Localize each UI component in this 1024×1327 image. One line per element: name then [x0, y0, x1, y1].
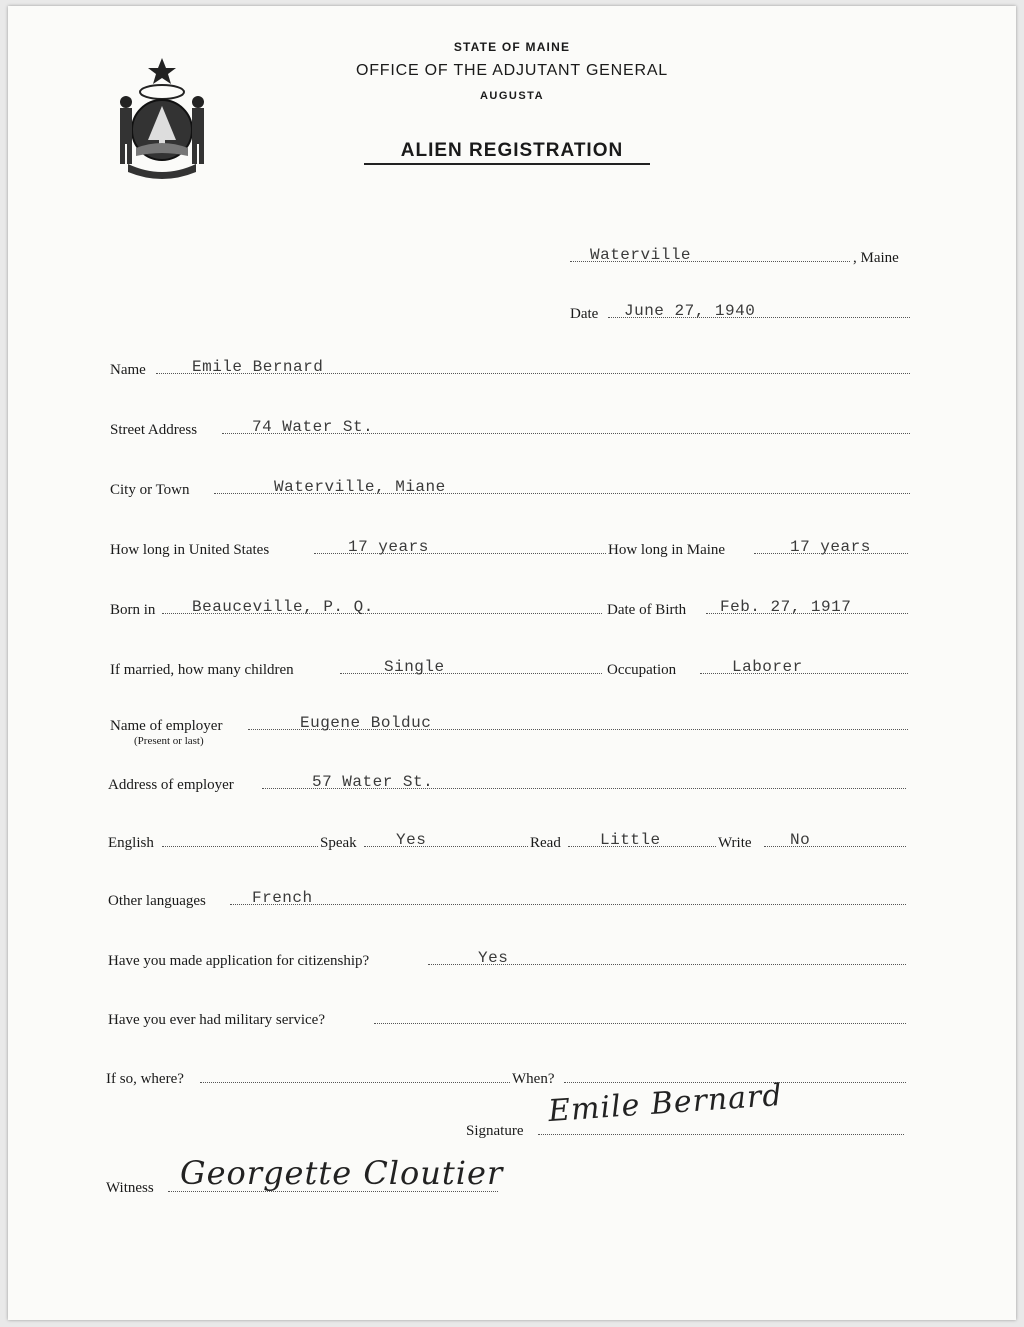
speak-value: Yes	[396, 831, 427, 849]
employer-value: Eugene Bolduc	[300, 714, 432, 732]
header-city: AUGUSTA	[479, 90, 545, 102]
street-row	[110, 420, 910, 440]
dob-value: Feb. 27, 1917	[720, 598, 852, 616]
employer-address-row	[108, 775, 908, 795]
write-value: No	[790, 831, 811, 849]
occupation-label: Occupation	[607, 662, 677, 678]
english-label: English	[108, 835, 154, 851]
signature-label: Signature	[466, 1123, 524, 1139]
speak-label: Speak	[320, 835, 357, 851]
title-underline	[364, 163, 650, 165]
us-years-label: How long in United States	[110, 542, 270, 558]
header-state: STATE OF MAINE	[453, 40, 571, 54]
date-label: Date	[570, 306, 599, 322]
residence-row	[110, 540, 910, 560]
employer-address-label: Address of employer	[108, 777, 234, 793]
citizenship-row	[108, 951, 908, 971]
children-row	[110, 660, 910, 680]
header-office: OFFICE OF THE ADJUTANT GENERAL	[355, 62, 669, 79]
date-row	[570, 304, 915, 324]
english-row	[108, 833, 908, 853]
employer-sublabel: (Present or last)	[134, 735, 204, 747]
birth-row	[110, 600, 910, 620]
maine-years-label: How long in Maine	[608, 542, 726, 558]
other-languages-label: Other languages	[108, 893, 206, 909]
read-value: Little	[600, 831, 661, 849]
name-value: Emile Bernard	[192, 358, 324, 376]
witness-handwriting: Georgette Cloutier	[180, 1154, 504, 1192]
name-label: Name	[110, 362, 146, 378]
born-in-value: Beauceville, P. Q.	[192, 598, 374, 616]
name-row	[110, 360, 910, 380]
place-row	[570, 248, 915, 268]
when-label: When?	[512, 1071, 555, 1087]
other-languages-value: French	[252, 889, 313, 907]
city-row	[110, 480, 910, 500]
us-years-value: 17 years	[348, 538, 429, 556]
employer-row	[110, 716, 910, 736]
occupation-value: Laborer	[732, 658, 803, 676]
street-value: 74 Water St.	[252, 418, 374, 436]
city-label: City or Town	[110, 482, 190, 498]
write-label: Write	[718, 835, 752, 851]
children-label: If married, how many children	[110, 662, 294, 678]
street-label: Street Address	[110, 422, 198, 438]
citizenship-value: Yes	[478, 949, 509, 967]
signature-row	[466, 1121, 906, 1141]
service-row	[106, 1069, 906, 1089]
witness-label: Witness	[106, 1180, 154, 1196]
date-value: June 27, 1940	[624, 302, 756, 320]
children-value: Single	[384, 658, 445, 676]
dob-label: Date of Birth	[607, 602, 687, 618]
form-title: ALIEN REGISTRATION	[400, 140, 624, 161]
military-label: Have you ever had military service?	[108, 1012, 325, 1028]
other-languages-row	[108, 891, 908, 911]
place-value: Waterville	[590, 246, 692, 264]
city-value: Waterville, Miane	[274, 478, 446, 496]
place-suffix: , Maine	[853, 250, 899, 266]
military-row	[108, 1010, 908, 1030]
employer-address-value: 57 Water St.	[312, 773, 434, 791]
citizenship-label: Have you made application for citizenship?	[108, 953, 370, 969]
read-label: Read	[530, 835, 561, 851]
employer-label: Name of employer	[110, 718, 223, 734]
where-label: If so, where?	[106, 1071, 184, 1087]
born-in-label: Born in	[110, 602, 156, 618]
maine-years-value: 17 years	[790, 538, 871, 556]
signature-handwriting: Emile Bernard	[547, 1077, 784, 1130]
